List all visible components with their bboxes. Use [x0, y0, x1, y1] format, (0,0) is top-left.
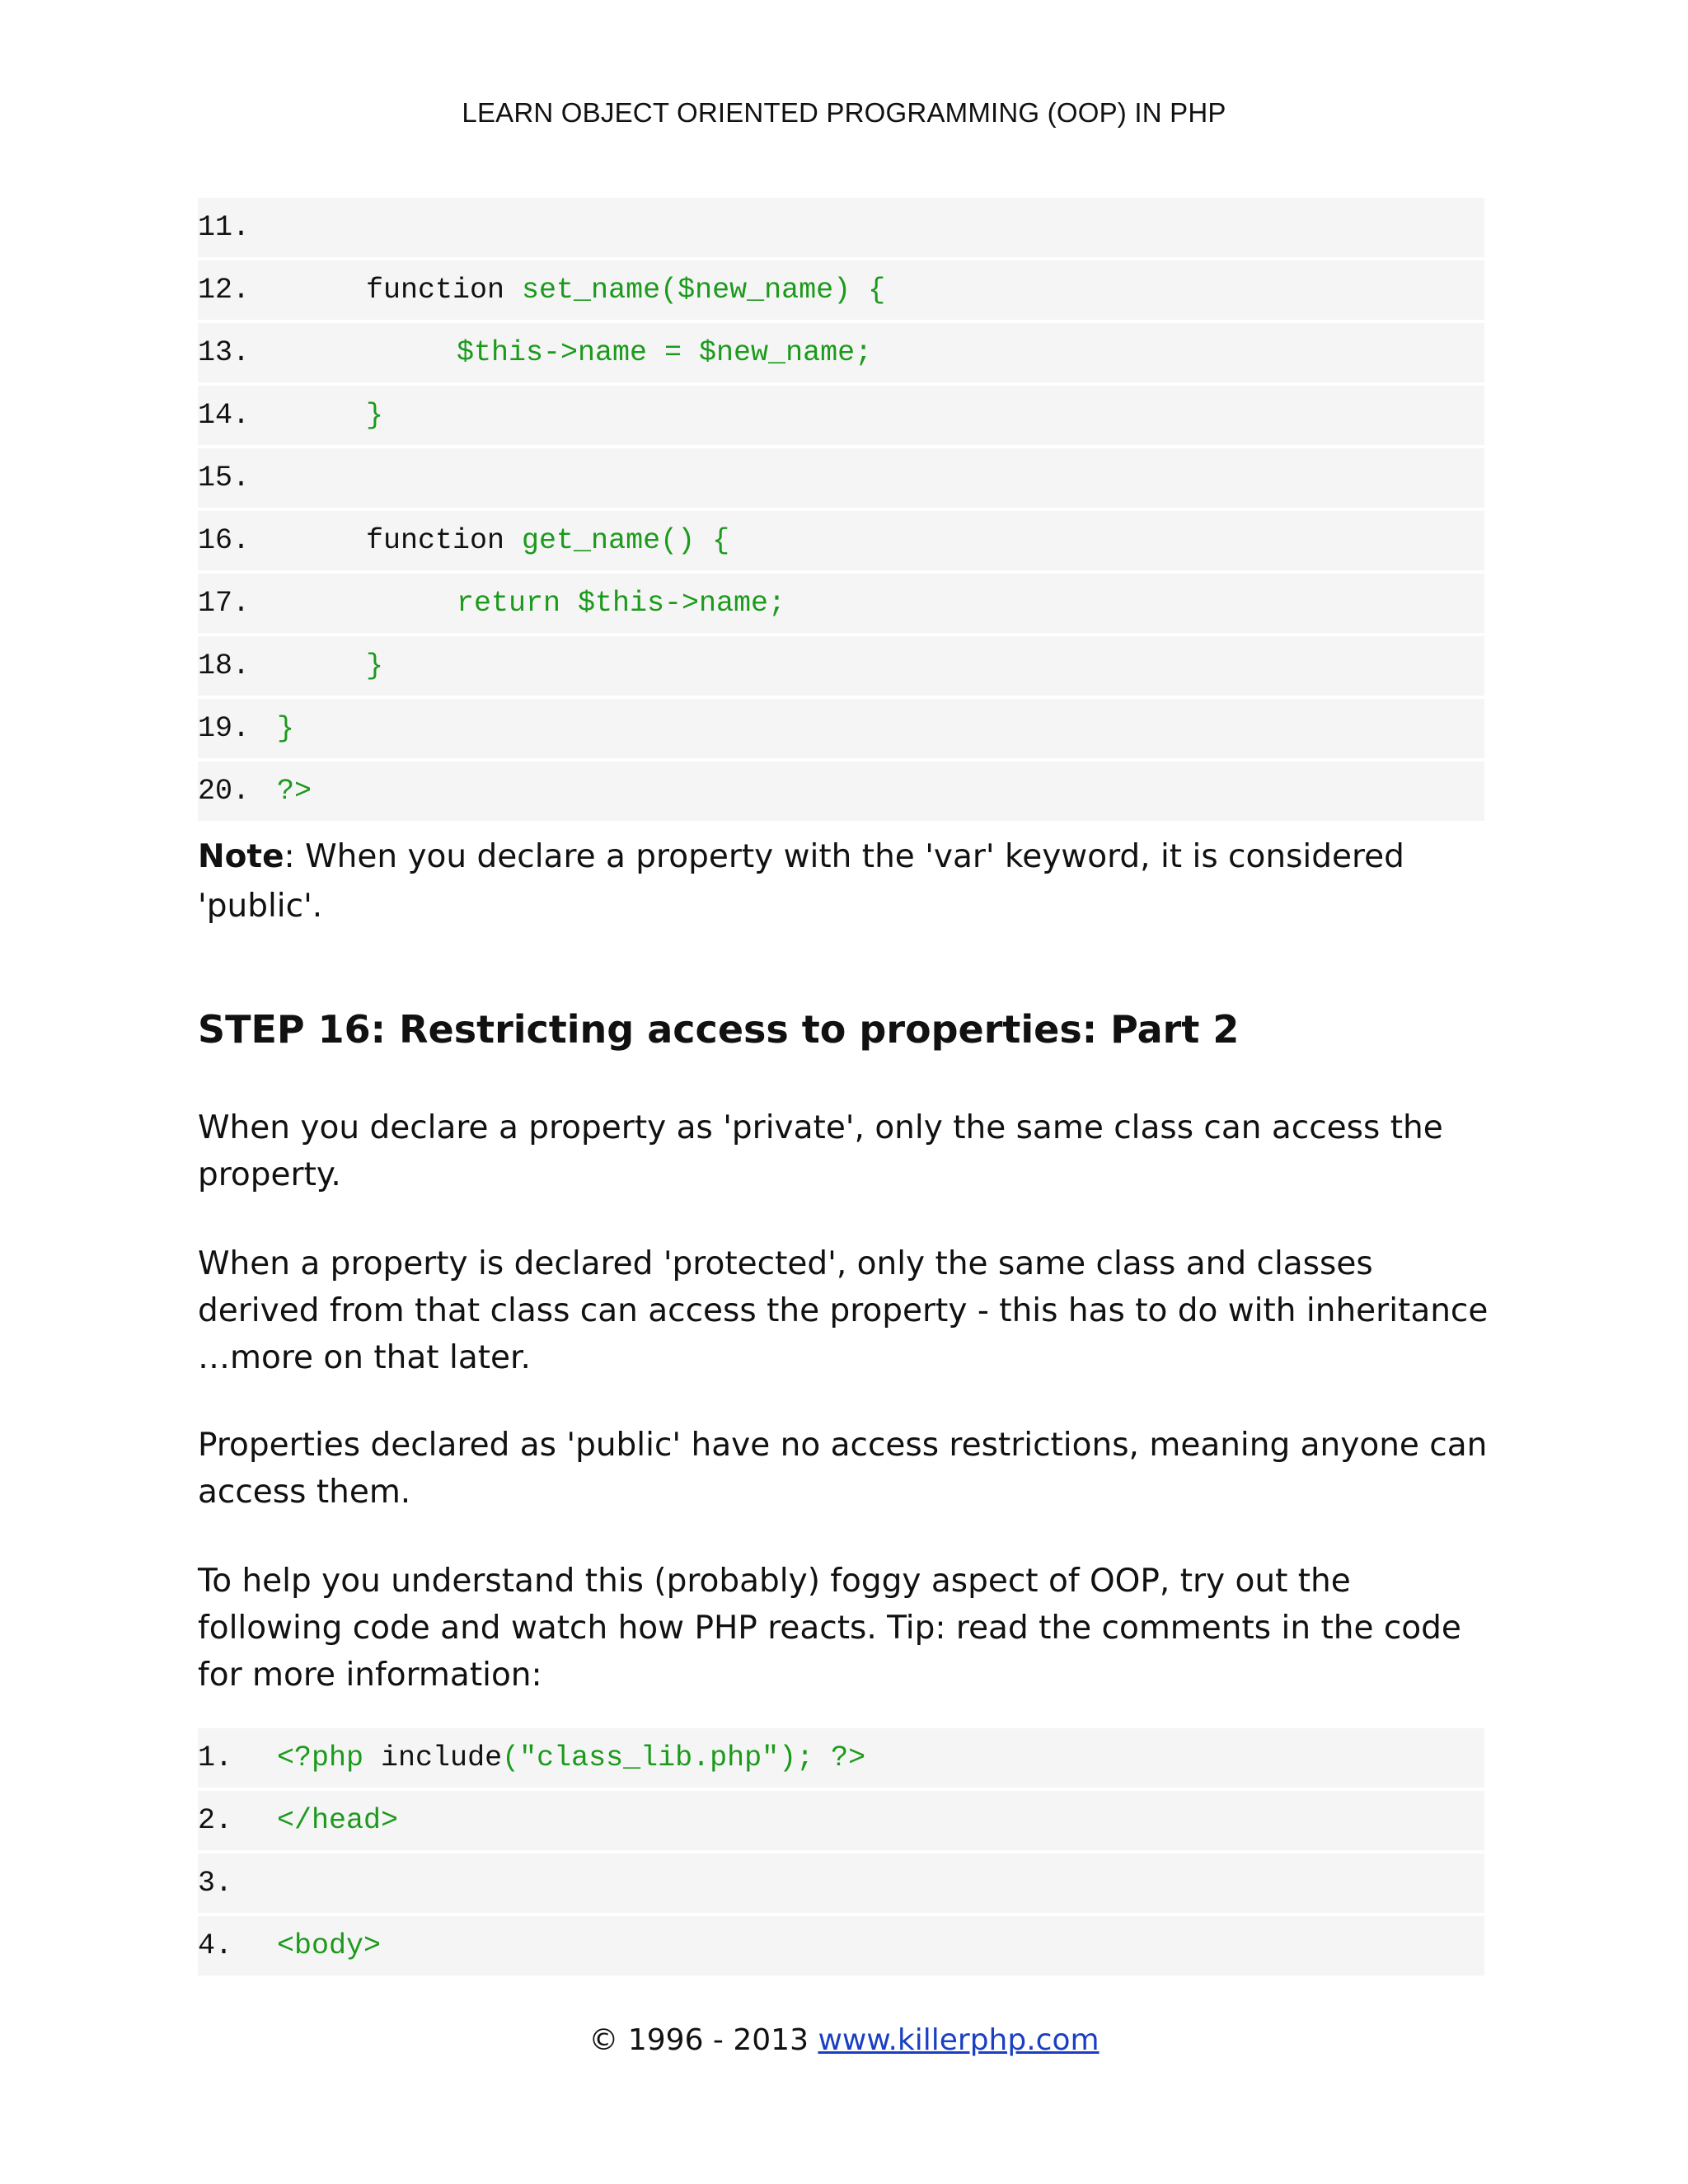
line-number: 16. [198, 524, 251, 557]
code-line [198, 198, 1484, 257]
code-text: } [366, 649, 384, 682]
line-number: 14. [198, 399, 251, 432]
code-keyword: include [381, 1741, 503, 1774]
code-keyword: function [366, 274, 505, 307]
line-number: 11. [198, 211, 251, 244]
line-number: 19. [198, 712, 251, 745]
paragraph: To help you understand this (probably) foggy aspect of OOP, try out the following code and watch how PHP reacts. Tip: read the comments in the code for more information: [198, 1563, 1461, 1694]
copyright-text: © 1996 - 2013 [588, 2023, 809, 2057]
code-line [198, 511, 1484, 570]
code-block [198, 1728, 1484, 1979]
line-number: 12. [198, 274, 251, 307]
code-line [198, 1854, 1484, 1913]
code-line [198, 323, 1484, 382]
code-line [198, 448, 1484, 508]
line-number: 17. [198, 587, 251, 620]
website-link[interactable]: www.killerphp.com [818, 2023, 1100, 2057]
code-text: $this->name = $new_name; [457, 336, 873, 369]
line-number: 4. [198, 1929, 233, 1962]
code-line [198, 1728, 1484, 1788]
note-text: : When you declare a property with the 'var' keyword, it is considered 'public'. [198, 838, 1404, 925]
section-heading: STEP 16: Restricting access to properties: Part 2 [198, 1007, 1240, 1052]
page-header: LEARN OBJECT ORIENTED PROGRAMMING (OOP) IN PHP [462, 97, 1226, 128]
code-open-tag: </head> [277, 1804, 399, 1837]
code-text: return $this->name; [457, 587, 786, 620]
line-number: 1. [198, 1741, 233, 1774]
code-text: ?> [277, 775, 312, 808]
code-line [198, 699, 1484, 758]
line-number: 20. [198, 775, 251, 808]
code-text: } [277, 712, 295, 745]
code-line [198, 1791, 1484, 1850]
code-block [198, 198, 1484, 824]
code-line [198, 636, 1484, 696]
code-open-tag: <body> [277, 1929, 382, 1962]
note-paragraph [198, 832, 1517, 931]
paragraph: Properties declared as 'public' have no access restrictions, meaning anyone can access them. [198, 1427, 1488, 1511]
code-keyword: function [366, 524, 505, 557]
line-number: 15. [198, 462, 251, 494]
line-number: 2. [198, 1804, 233, 1837]
code-text: ("class_lib.php"); ?> [502, 1741, 866, 1774]
paragraph: When a property is declared 'protected', only the same class and classes derived from that class can access the property - this has to do with inheritance …more on that later. [198, 1245, 1489, 1376]
code-line [198, 1916, 1484, 1975]
paragraph: When you declare a property as 'private', only the same class can access the property. [198, 1109, 1443, 1193]
page-footer [0, 2023, 1688, 2057]
code-line [198, 386, 1484, 445]
code-text: set_name($new_name) { [522, 274, 886, 307]
note-label: Note [198, 838, 284, 875]
code-line [198, 260, 1484, 320]
line-number: 13. [198, 336, 251, 369]
code-line [198, 574, 1484, 633]
line-number: 3. [198, 1867, 233, 1900]
code-line [198, 762, 1484, 821]
code-open-tag: <?php [277, 1741, 364, 1774]
code-text: } [366, 399, 384, 432]
code-text: get_name() { [522, 524, 730, 557]
line-number: 18. [198, 649, 251, 682]
